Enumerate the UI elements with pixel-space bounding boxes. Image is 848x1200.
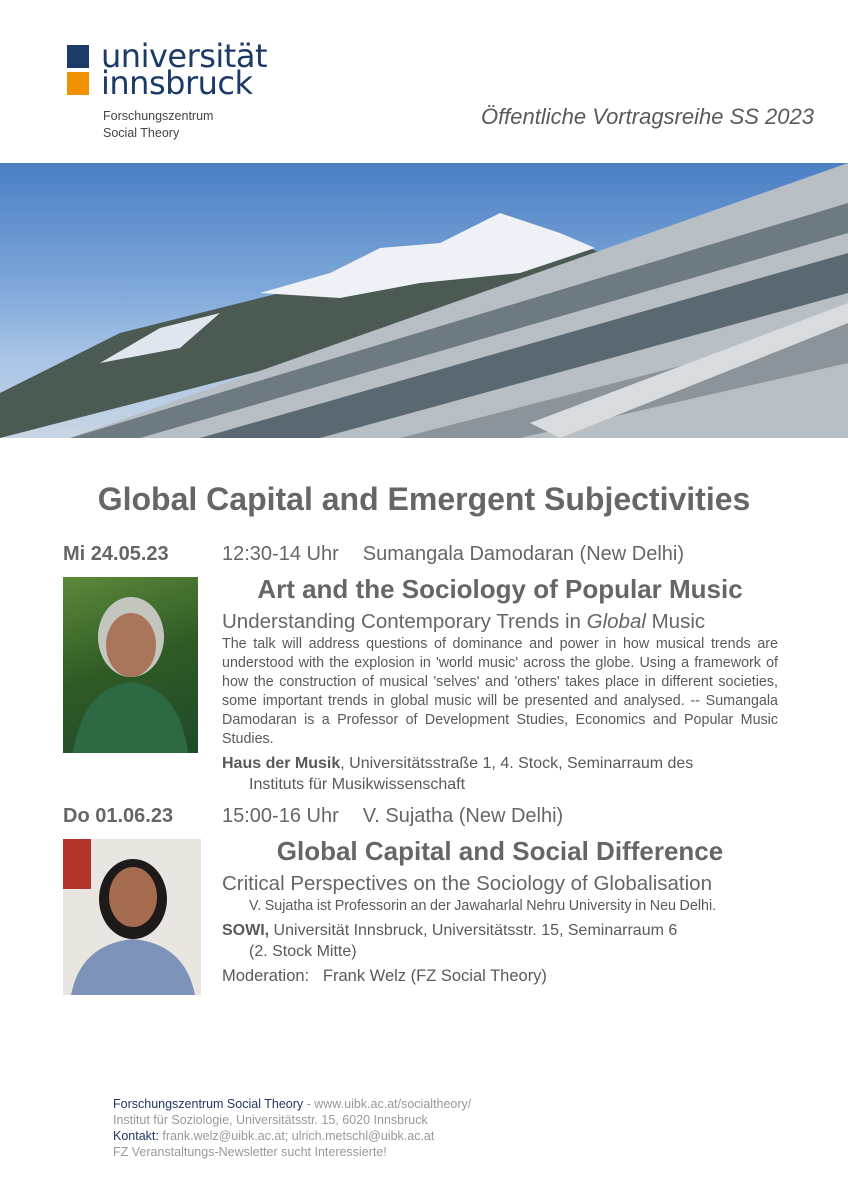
page-title: Global Capital and Emergent Subjectivities	[97, 481, 751, 517]
event-1-time	[222, 541, 792, 567]
event-2-moderation	[222, 966, 792, 987]
speaker-photo-sujatha	[63, 839, 201, 995]
venue: Haus der Musik	[222, 755, 341, 772]
logo-text-line1: universität	[101, 37, 267, 75]
venue: SOWI,	[222, 922, 270, 939]
series-title: Öffentliche Vortragsreihe SS 2023	[480, 104, 814, 129]
subtitle-part: Music	[645, 610, 706, 633]
subtitle-part: Understanding Contemporary Trends in	[222, 610, 587, 633]
address: , Universitätsstraße 1, 4. Stock, Seminarraum des	[340, 755, 694, 772]
event-1-speaker: Sumangala Damodaran (New Delhi)	[362, 543, 685, 565]
logo-orange-square	[67, 72, 89, 95]
logo-blue-square	[67, 45, 89, 68]
events-list	[0, 541, 848, 995]
event-2-speaker: V. Sujatha (New Delhi)	[362, 805, 564, 827]
footer-url[interactable]: - www.uibk.ac.at/socialtheory/	[303, 1097, 472, 1111]
address-line2: Instituts für Musikwissenschaft	[249, 776, 466, 793]
event-2	[0, 803, 848, 995]
subtitle-emphasis: Global	[586, 610, 646, 633]
event-2-time-text: 15:00-16 Uhr	[222, 805, 339, 827]
event-2-bio: V. Sujatha ist Professorin an der Jawaharlal Nehru University in Neu Delhi.	[249, 898, 717, 914]
hero-image	[0, 163, 848, 438]
address-line2: (2. Stock Mitte)	[249, 943, 357, 960]
event-1-talk-title: Art and the Sociology of Popular Music	[257, 574, 743, 604]
event-1-time-text: 12:30-14 Uhr	[222, 543, 339, 565]
footer-newsletter: FZ Veranstaltungs-Newsletter sucht Interessierte!	[113, 1145, 387, 1159]
event-2-date: Do 01.06.23	[63, 805, 174, 827]
event-2-location	[222, 920, 792, 962]
address: Universität Innsbruck, Universitätsstr. 15, Seminarraum 6	[269, 922, 678, 939]
event-2-time	[222, 803, 792, 829]
logo-subtitle-2: Social Theory	[103, 126, 180, 140]
footer-contact-label: Kontakt:	[113, 1129, 159, 1143]
footer	[113, 1096, 471, 1160]
event-1-subtitle	[222, 609, 778, 635]
event-1-location	[222, 753, 792, 795]
event-1-abstract: The talk will address questions of dominance and power in how musical trends are understood with the explosion in 'world music' across the globe. Using a framework of how the construction of musical 'selves' and 'others' takes place in different societies, some important trends in global music will be presented and analysed. -- Sumangala Damodaran is a Professor of Development Studies, Economics and Popular Music Studies.	[222, 636, 778, 747]
moderation-label: Moderation:	[222, 967, 310, 985]
footer-contact-emails[interactable]: frank.welz@uibk.ac.at; ulrich.metschl@uibk.ac.at	[158, 1129, 435, 1143]
event-2-talk-title: Global Capital and Social Difference	[276, 836, 724, 866]
logo-text-line2: innsbruck	[101, 64, 253, 102]
footer-institute: Institut für Soziologie, Universitätsstr. 15, 6020 Innsbruck	[113, 1113, 428, 1127]
event-1-date: Mi 24.05.23	[63, 543, 169, 565]
speaker-photo-damodaran	[63, 577, 198, 753]
logo-subtitle-1: Forschungszentrum	[103, 109, 214, 123]
event-2-subtitle: Critical Perspectives on the Sociology of Globalisation	[222, 872, 712, 895]
footer-org: Forschungszentrum Social Theory	[113, 1097, 304, 1111]
event-1	[0, 541, 848, 795]
moderator: Frank Welz (FZ Social Theory)	[322, 967, 547, 985]
